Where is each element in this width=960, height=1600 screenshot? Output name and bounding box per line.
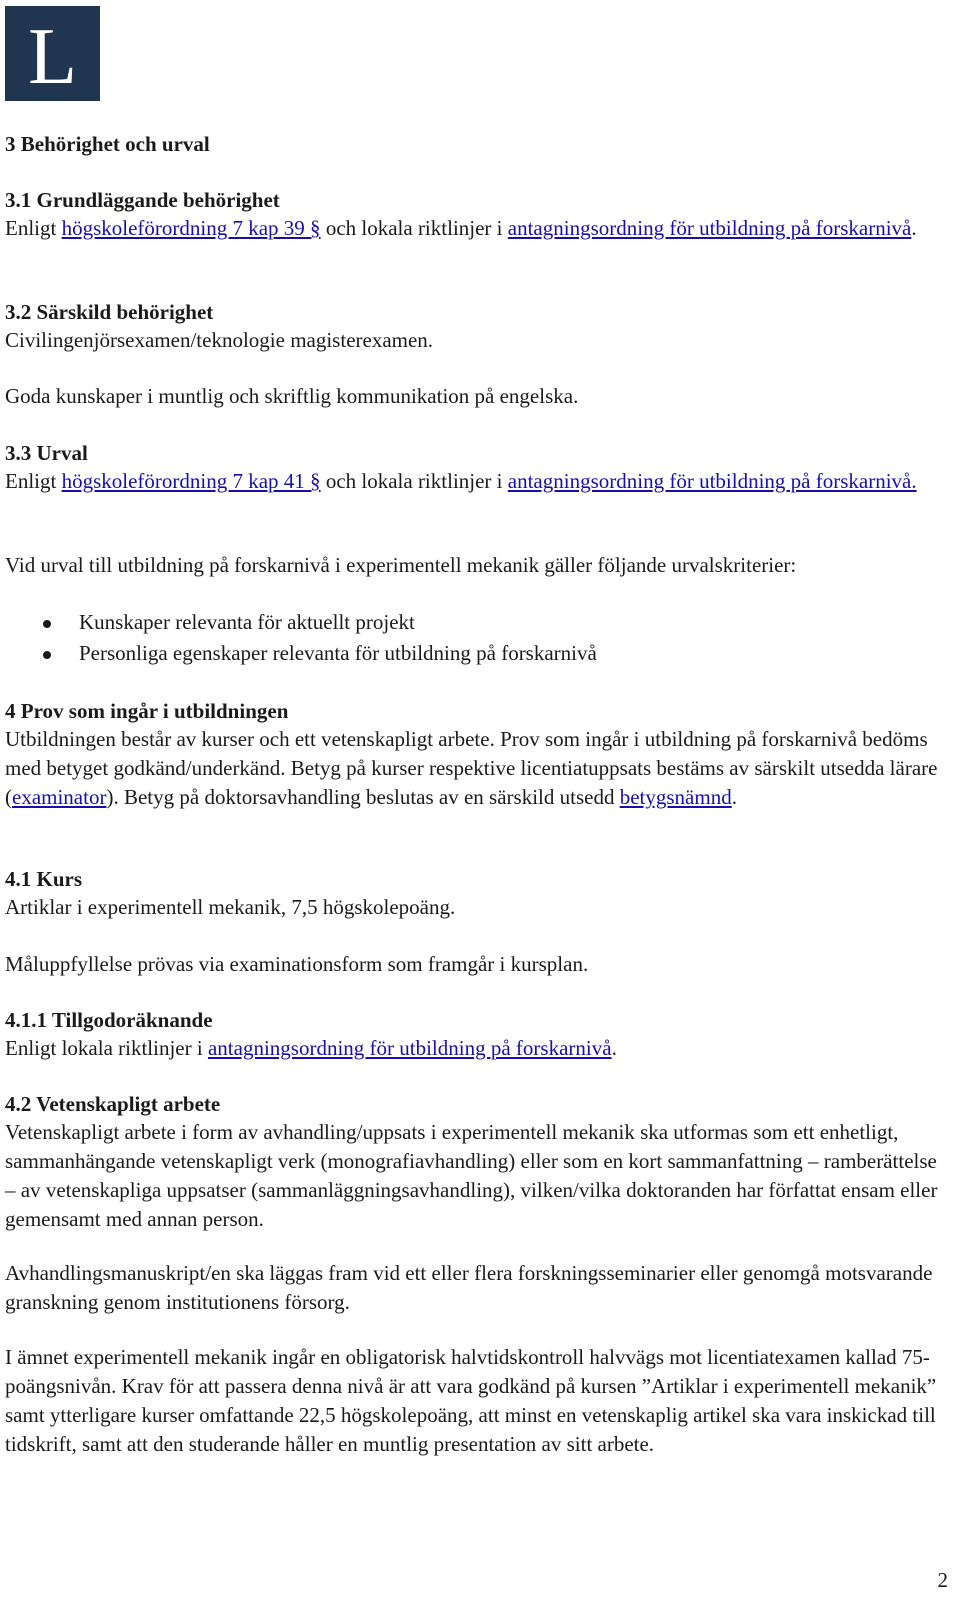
section-3-2-text-1: Civilingenjörsexamen/teknologie magisterexamen.	[5, 328, 434, 352]
criteria-list	[5, 608, 950, 670]
section-3-1-text	[5, 214, 950, 243]
section-4-1-1-text	[5, 1034, 950, 1063]
list-item	[5, 639, 950, 670]
university-logo	[5, 6, 100, 101]
list-item-text: Personliga egenskaper relevanta för utbildning på forskarnivå	[79, 641, 597, 665]
bullet-icon	[43, 620, 51, 628]
link-antagningsordning[interactable]: antagningsordning för utbildning på forskarnivå	[207, 1036, 612, 1060]
section-4-2-text-3: I ämnet experimentell mekanik ingår en obligatorisk halvtidskontroll halvvägs mot licentiatexamen kallad 75-poängsnivån. Krav för att passera denna nivå är att vara godkänd på kursen ”Artiklar i experimentell mekanik” samt ytterligare kurser omfattande 22,5 högskolepoäng, att minst en vetenskaplig artikel ska vara inskickad till tidskrift, samt att den studerande håller en muntlig presentation av sitt arbete.	[5, 1345, 937, 1456]
logo-letter: L	[28, 12, 77, 101]
list-item-text: Kunskaper relevanta för aktuellt projekt	[79, 610, 415, 634]
text-span: ). Betyg på doktorsavhandling beslutas av en särskild utsedd	[106, 785, 620, 809]
link-hogskoleforordning-41[interactable]: högskoleförordning 7 kap 41 §	[61, 469, 321, 493]
text-span: .	[611, 1036, 617, 1060]
page-number: 2	[937, 1568, 948, 1592]
link-antagningsordning[interactable]: antagningsordning för utbildning på forskarnivå	[507, 216, 912, 240]
section-3-3-heading: 3.3 Urval	[5, 441, 88, 465]
link-betygsnamnd[interactable]: betygsnämnd	[619, 785, 732, 809]
section-3-2-text-2: Goda kunskaper i muntlig och skriftlig kommunikation på engelska.	[5, 384, 579, 408]
section-4-text	[5, 725, 950, 812]
text-span: Utbildningen består av kurser och ett vetenskapligt arbete. Prov som ingår i utbildning på forskarnivå bedöms med betyget godkänd/underkänd. Betyg på kurser respektive licentiatuppsats bestäms av särskilt utsedda lärare (	[5, 727, 938, 809]
section-4-1-heading: 4.1 Kurs	[5, 867, 83, 891]
text-span: .	[731, 785, 737, 809]
text-span: .	[911, 216, 917, 240]
text-span: och lokala riktlinjer i	[320, 216, 508, 240]
section-4-1-1-heading: 4.1.1 Tillgodoräknande	[5, 1008, 213, 1032]
link-hogskoleforordning-39[interactable]: högskoleförordning 7 kap 39 §	[61, 216, 321, 240]
link-antagningsordning[interactable]: antagningsordning för utbildning på forskarnivå.	[507, 469, 917, 493]
section-3-1-heading: 3.1 Grundläggande behörighet	[5, 188, 280, 212]
section-3-heading: 3 Behörighet och urval	[5, 132, 210, 156]
section-3-2-heading: 3.2 Särskild behörighet	[5, 300, 214, 324]
section-4-2-text-2: Avhandlingsmanuskript/en ska läggas fram vid ett eller flera forskningsseminarier eller genomgå motsvarande granskning genom institutionens försorg.	[5, 1261, 933, 1314]
section-4-1-text-2: Måluppfyllelse prövas via examinationsform som framgår i kursplan.	[5, 952, 589, 976]
text-span: och lokala riktlinjer i	[320, 469, 508, 493]
list-item	[5, 608, 950, 639]
section-3-3-criteria-intro: Vid urval till utbildning på forskarnivå i experimentell mekanik gäller följande urvalskriterier:	[5, 553, 797, 577]
text-span: Enligt	[5, 469, 62, 493]
text-span: Enligt	[5, 216, 62, 240]
section-4-1-text-1: Artiklar i experimentell mekanik, 7,5 högskolepoäng.	[5, 895, 456, 919]
link-examinator[interactable]: examinator	[12, 785, 107, 809]
text-span: Enligt lokala riktlinjer i	[5, 1036, 208, 1060]
section-4-heading: 4 Prov som ingår i utbildningen	[5, 699, 289, 723]
section-4-2-text-1: Vetenskapligt arbete i form av avhandling/uppsats i experimentell mekanik ska utformas som ett enhetligt, sammanhängande vetenskapligt verk (monografiavhandling) eller som en kort sammanfattning – ramberättelse – av vetenskapliga uppsatser (sammanläggningsavhandling), vilken/vilka doktoranden har författat ensam eller gemensamt med annan person.	[5, 1120, 938, 1231]
bullet-icon	[43, 651, 51, 659]
section-4-2-heading: 4.2 Vetenskapligt arbete	[5, 1092, 221, 1116]
section-3-3-text	[5, 467, 950, 496]
